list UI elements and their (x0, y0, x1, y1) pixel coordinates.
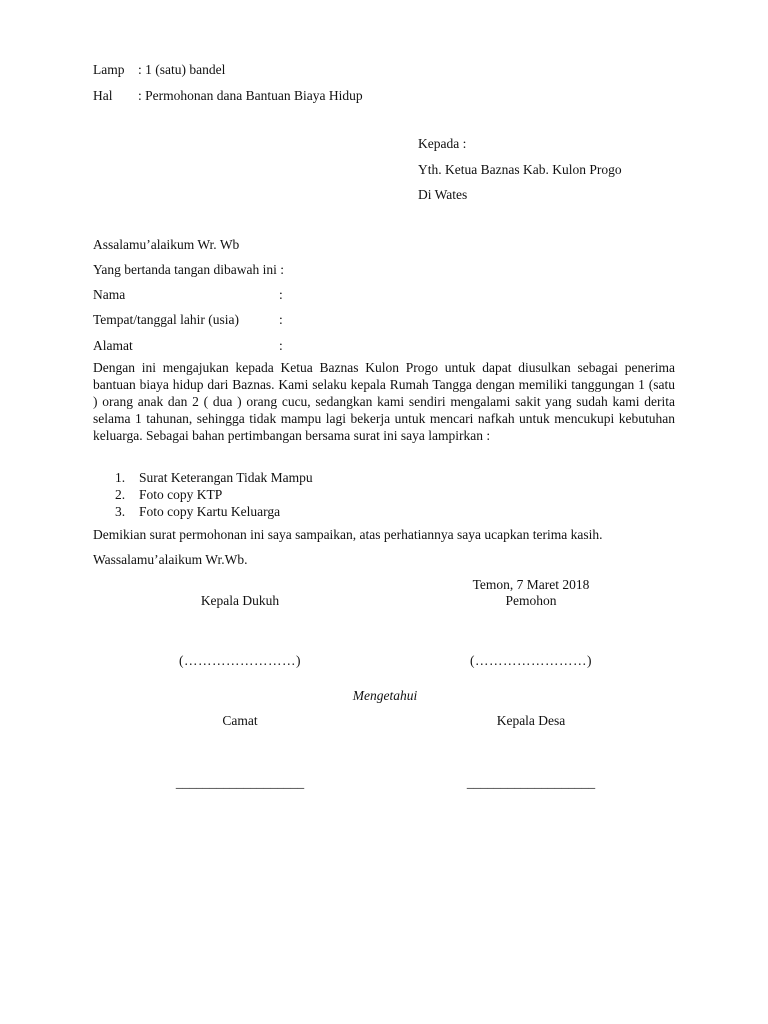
pemohon-signature-line: (……………………) (470, 653, 592, 668)
pemohon-label: Pemohon (505, 593, 557, 608)
kepala-desa-signature-line: ___________________ (466, 775, 596, 790)
lamp-line (93, 62, 225, 78)
field-ttl-label: Tempat/tanggal lahir (usia) (93, 312, 240, 327)
lamp-label: Lamp (93, 62, 125, 77)
intro-line: Yang bertanda tangan dibawah ini : (93, 262, 284, 277)
recipient-name: Yth. Ketua Baznas Kab. Kulon Progo (418, 162, 622, 177)
place-date: Temon, 7 Maret 2018 (472, 577, 590, 592)
greeting: Assalamu’alaikum Wr. Wb (93, 237, 240, 252)
recipient-kepada: Kepada : (418, 136, 467, 151)
list-item: 1. Surat Keterangan Tidak Mampu (115, 470, 313, 485)
field-nama (93, 287, 283, 303)
recipient-location: Di Wates (418, 187, 468, 202)
hal-line (93, 88, 363, 104)
farewell: Wassalamu’alaikum Wr.Wb. (93, 552, 248, 567)
field-alamat-label: Alamat (93, 338, 133, 353)
field-alamat-colon: : (279, 338, 283, 353)
closing-line: Demikian surat permohonan ini saya sampaikan, atas perhatiannya saya ucapkan terima kasih. (93, 527, 603, 542)
camat-signature-line: ___________________ (175, 775, 305, 790)
field-ttl (93, 312, 283, 328)
kepala-dukuh-label: Kepala Dukuh (200, 593, 280, 608)
kepala-dukuh-signature-line: (……………………) (179, 653, 301, 668)
field-nama-label: Nama (93, 287, 126, 302)
list-item: 3. Foto copy Kartu Keluarga (115, 504, 281, 519)
field-nama-colon: : (279, 287, 283, 302)
field-ttl-colon: : (279, 312, 283, 327)
list-item: 2. Foto copy KTP (115, 487, 223, 502)
hal-value: : Permohonan dana Bantuan Biaya Hidup (138, 88, 363, 103)
lamp-value: : 1 (satu) bandel (138, 62, 226, 77)
mengetahui-label: Mengetahui (352, 688, 418, 703)
main-paragraph: Dengan ini mengajukan kepada Ketua Baznas Kulon Progo untuk dapat diusulkan sebagai penerima bantuan biaya hidup dari Baznas. Kami selaku kepala Rumah Tangga dengan memiliki tanggungan 1 (satu ) orang anak dan 2 ( dua ) orang cucu, sedangkan kami sendiri mengalami sakit yang sudah kami derita selama 1 tahunan, sehingga tidak mampu lagi bekerja untuk mencari nafkah untuk mencukupi kebutuhan keluarga. Sebagai bahan pertimbangan bersama surat ini saya lampirkan : (93, 360, 675, 443)
attachment-list (93, 469, 313, 520)
camat-label: Camat (222, 713, 258, 728)
field-alamat (93, 338, 283, 354)
hal-label: Hal (93, 88, 113, 103)
kepala-desa-label: Kepala Desa (496, 713, 566, 728)
